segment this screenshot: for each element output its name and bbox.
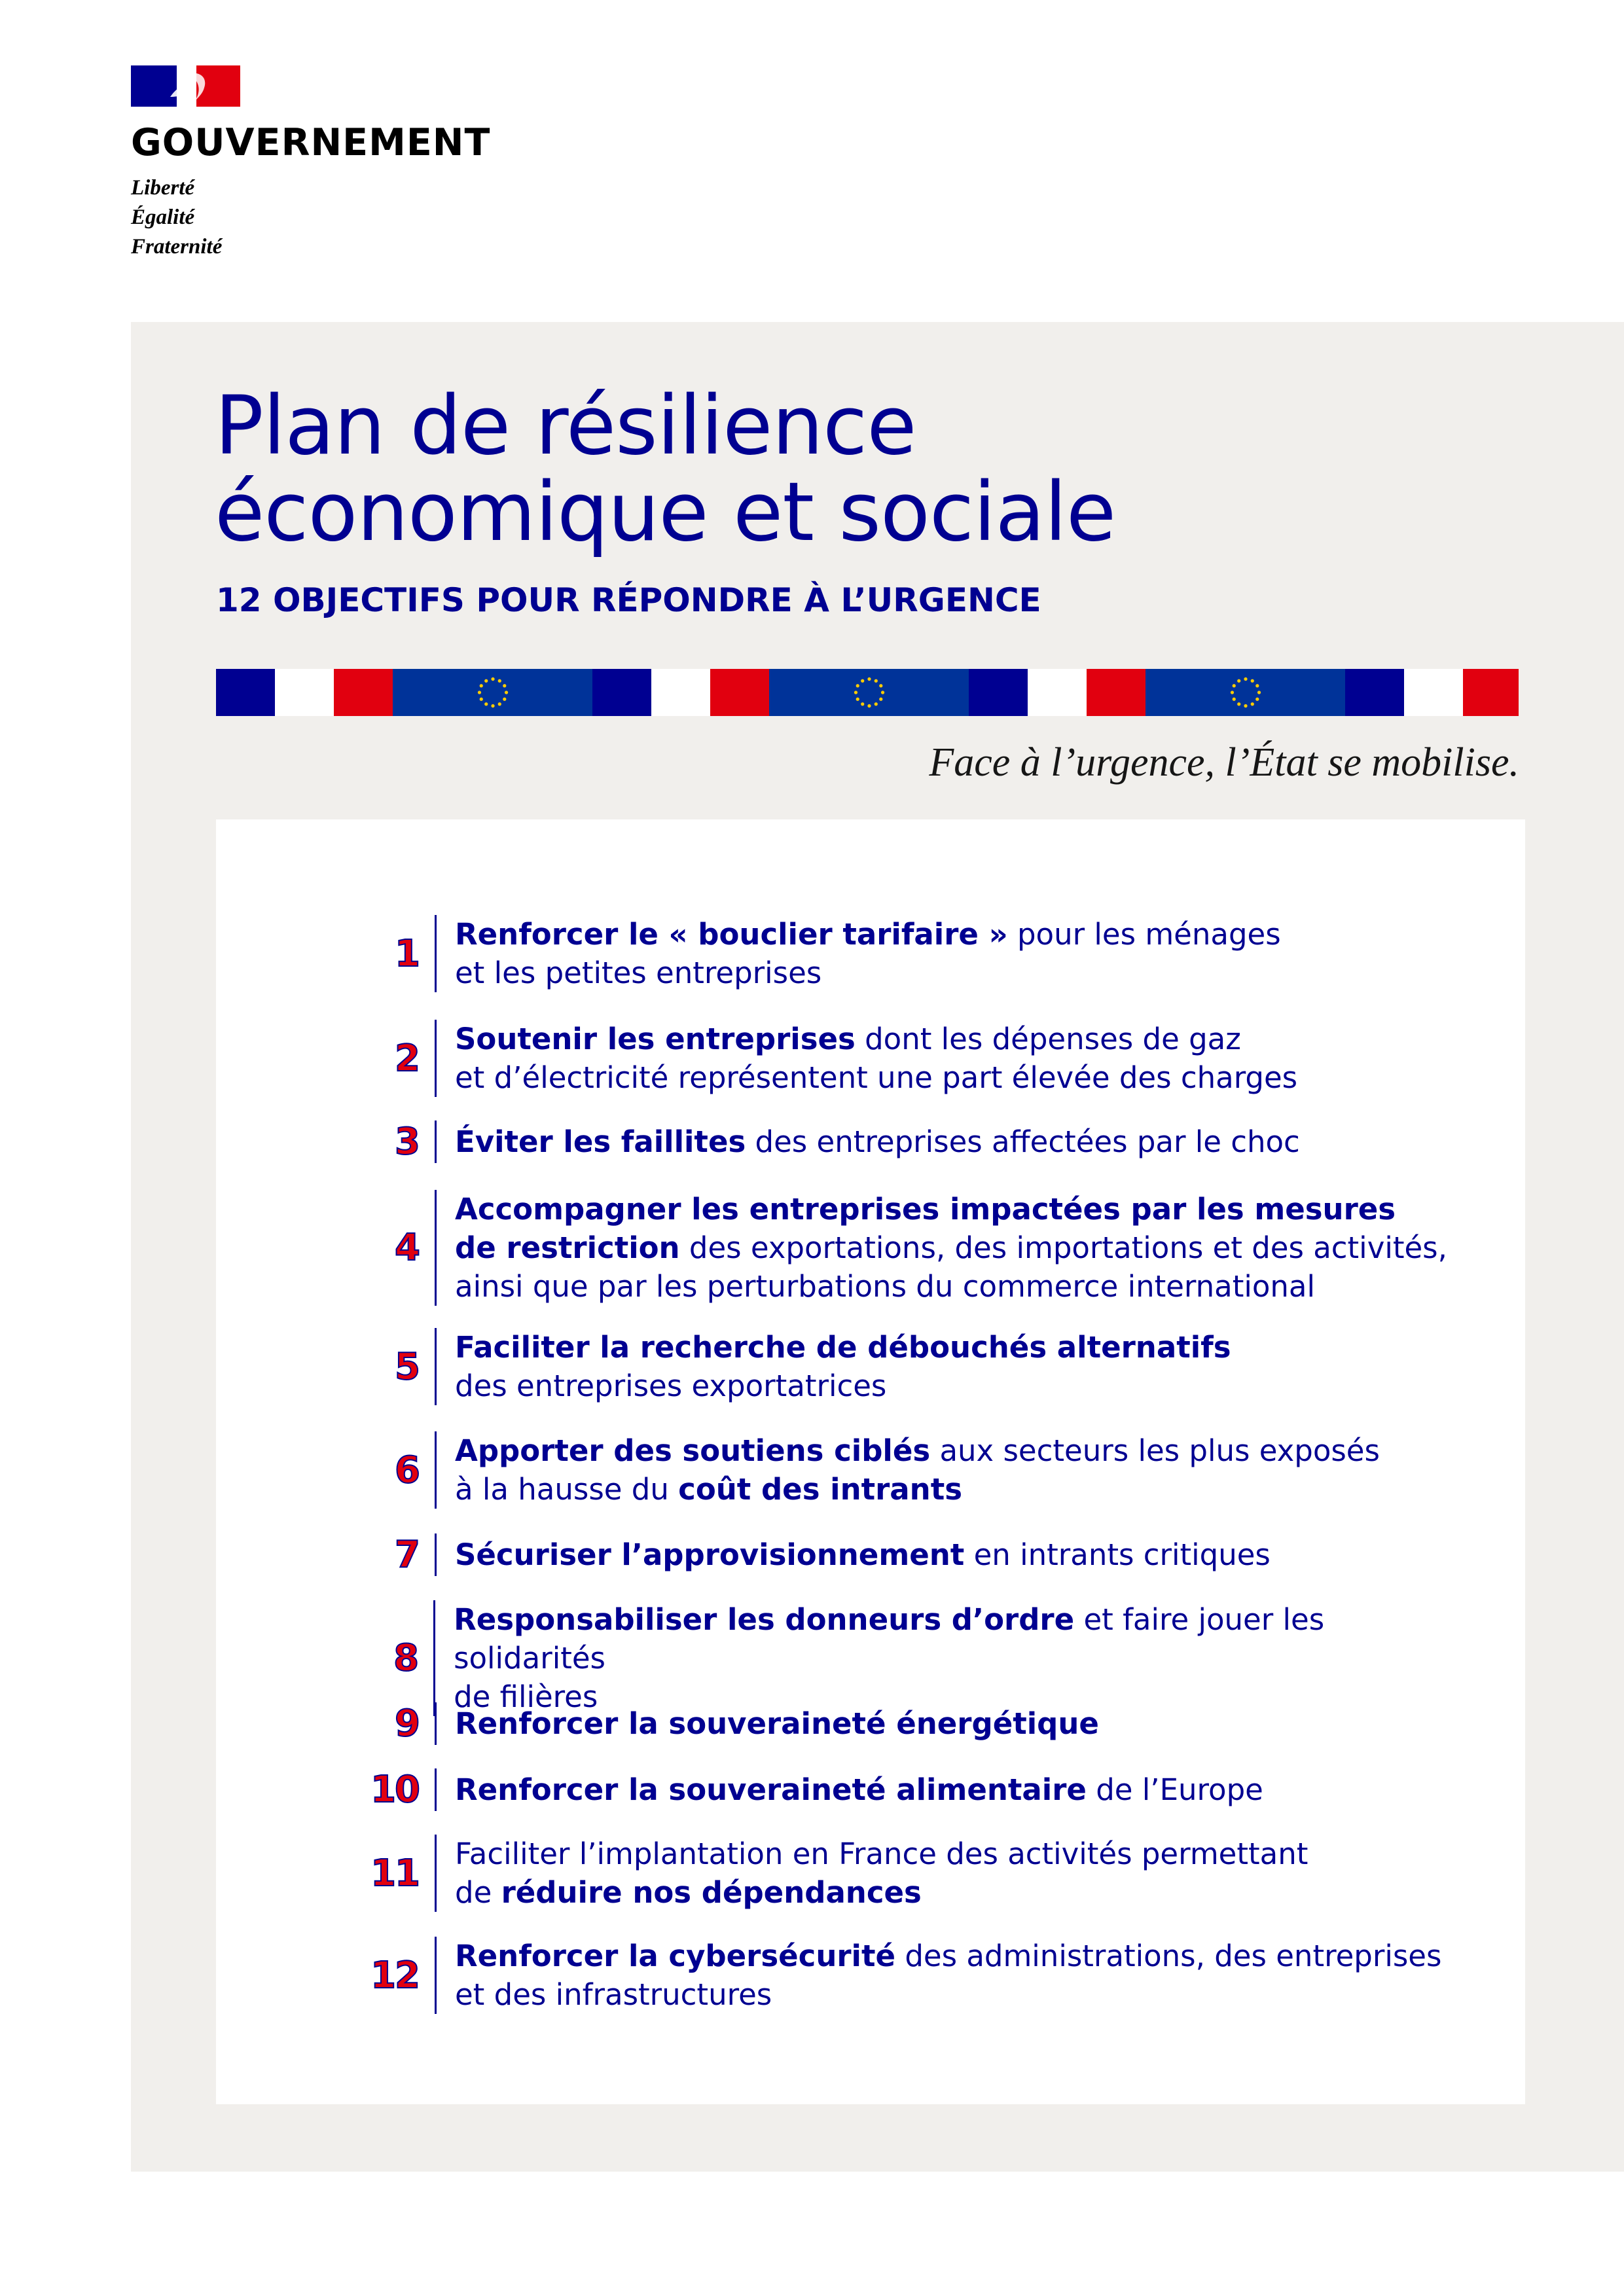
flag-stripe-navy: [969, 669, 1028, 716]
objective-bold-text: de restriction: [455, 1230, 680, 1265]
objective-plain-text: Faciliter l’implantation en France des activités permettant: [455, 1837, 1308, 1871]
objective-number: 8: [393, 1637, 418, 1679]
objective-line: [455, 1367, 1231, 1405]
objective-bold-text: Soutenir les entreprises: [455, 1022, 856, 1056]
objective-number: 1: [395, 932, 419, 975]
objective-plain-text: et des infrastructures: [455, 1977, 772, 2012]
objective-line: [455, 915, 1281, 954]
objective-plain-text: des entreprises exportatrices: [455, 1369, 887, 1403]
marianne-flag-icon: [131, 65, 240, 107]
objective-plain-text: des exportations, des importations et des activités,: [679, 1230, 1447, 1265]
motto-fraternite: Fraternité: [131, 235, 223, 259]
objective-text: [455, 915, 1281, 992]
objective-divider: [435, 1937, 437, 2014]
objective-number: 6: [395, 1448, 419, 1492]
objective-number: 11: [370, 1852, 419, 1895]
objective-bold-text: Responsabiliser les donneurs d’ordre: [454, 1602, 1075, 1637]
objective-number: 2: [395, 1037, 419, 1080]
objective-text: [455, 1704, 1099, 1743]
objective-plain-text: pour les ménages: [1007, 917, 1281, 952]
tagline: Face à l’urgence, l’État se mobilise.: [929, 740, 1519, 785]
objective-item: [353, 1702, 1466, 1745]
objective-line: [455, 1020, 1297, 1058]
page-subtitle: 12 OBJECTIFS POUR RÉPONDRE À L’URGENCE: [216, 581, 1041, 619]
government-wordmark: GOUVERNEMENT: [131, 121, 491, 164]
objective-divider: [435, 1702, 437, 1745]
objective-line: [455, 1058, 1297, 1097]
objective-item: [353, 1768, 1466, 1811]
flag-stripe-navy: [1345, 669, 1404, 716]
objective-line: [455, 1431, 1380, 1470]
objective-line: [455, 1470, 1380, 1509]
objective-number: 4: [395, 1227, 419, 1269]
title-line-1: Plan de résilience: [215, 379, 916, 473]
objective-bold-text: Renforcer la souveraineté alimentaire: [455, 1772, 1087, 1807]
objective-divider: [435, 1020, 437, 1097]
page-title: [215, 379, 1116, 560]
government-logo: [131, 65, 490, 262]
objective-number: 12: [370, 1954, 419, 1997]
eu-flag-icon: [769, 669, 969, 716]
objective-item: [353, 915, 1466, 992]
objective-item: [353, 1020, 1466, 1097]
motto-liberte: Liberté: [131, 176, 195, 200]
objective-line: [455, 1267, 1447, 1306]
flag-stripe-red: [1463, 669, 1519, 716]
objective-line: [455, 1770, 1263, 1809]
objective-plain-text: aux secteurs les plus exposés: [930, 1433, 1380, 1468]
objective-text: [455, 1020, 1297, 1097]
flag-stripe-navy: [592, 669, 651, 716]
objective-line: [455, 1535, 1271, 1574]
objective-line: [455, 1229, 1447, 1267]
objective-line: [455, 1873, 1308, 1912]
objective-text: [455, 1535, 1271, 1574]
objective-divider: [435, 1534, 437, 1576]
objective-plain-text: en intrants critiques: [964, 1537, 1271, 1572]
objective-item: [353, 1534, 1466, 1576]
objective-divider: [435, 915, 437, 992]
objective-plain-text: et faire jouer les solidarités: [454, 1602, 1325, 1676]
flag-stripe-white: [1028, 669, 1087, 716]
flag-stripe-red: [1087, 669, 1146, 716]
objective-bold-text: Renforcer la souveraineté énergétique: [455, 1706, 1099, 1741]
objective-text: [455, 1328, 1231, 1405]
eu-flag-icon: [393, 669, 592, 716]
flag-stripe-white: [1404, 669, 1463, 716]
objective-item: [353, 1600, 1466, 1716]
eu-flag-icon: [1146, 669, 1345, 716]
objective-divider: [435, 1431, 437, 1509]
objective-divider: [435, 1121, 437, 1163]
flag-strip: [216, 669, 1525, 716]
objective-bold-text: Renforcer le « bouclier tarifaire »: [455, 917, 1008, 952]
objective-item: [353, 1190, 1466, 1306]
motto-egalite: Égalité: [131, 206, 195, 229]
objective-text: [455, 1835, 1308, 1912]
objective-plain-text: dont les dépenses de gaz: [855, 1022, 1241, 1056]
objective-number: 7: [395, 1534, 419, 1576]
motto: [131, 173, 490, 262]
flag-stripe-white: [275, 669, 334, 716]
objective-line: [455, 1328, 1231, 1367]
objective-plain-text: de filières: [454, 1679, 598, 1714]
objective-line: [455, 1190, 1447, 1229]
objective-plain-text: des entreprises affectées par le choc: [746, 1124, 1300, 1159]
flag-stripe-navy: [216, 669, 275, 716]
objective-plain-text: ainsi que par les perturbations du commerce international: [455, 1269, 1316, 1304]
objective-bold-text: Sécuriser l’approvisionnement: [455, 1537, 965, 1572]
objective-line: [455, 1704, 1099, 1743]
title-line-2: économique et sociale: [215, 465, 1116, 560]
objective-bold-text: Apporter des soutiens ciblés: [455, 1433, 931, 1468]
objective-item: [353, 1937, 1466, 2014]
objective-line: [455, 1975, 1441, 2014]
objective-text: [455, 1190, 1447, 1306]
flag-stripe-white: [651, 669, 710, 716]
objective-text: [455, 1431, 1380, 1509]
flag-stripe-red: [334, 669, 393, 716]
objective-line: [455, 954, 1281, 992]
objective-line: [455, 1835, 1308, 1873]
objective-divider: [435, 1835, 437, 1912]
objective-bold-text: Éviter les faillites: [455, 1124, 746, 1159]
objective-bold-text: Faciliter la recherche de débouchés alternatifs: [455, 1330, 1231, 1365]
objective-divider: [435, 1328, 437, 1405]
flag-stripe-red: [710, 669, 769, 716]
objective-bold-text: coût des intrants: [678, 1472, 963, 1507]
objective-divider: [433, 1600, 435, 1716]
objective-item: [353, 1835, 1466, 1912]
objective-number: 5: [395, 1345, 419, 1388]
objective-divider: [435, 1190, 437, 1306]
objective-text: [454, 1600, 1466, 1716]
objective-plain-text: de: [455, 1875, 501, 1910]
objective-number: 10: [370, 1768, 419, 1811]
objective-line: [455, 1937, 1441, 1975]
objective-plain-text: et d’électricité représentent une part élevée des charges: [455, 1060, 1298, 1095]
objective-text: [455, 1122, 1300, 1161]
objective-item: [353, 1121, 1466, 1163]
objective-bold-text: réduire nos dépendances: [501, 1875, 922, 1910]
objective-plain-text: et les petites entreprises: [455, 956, 822, 990]
objective-text: [455, 1770, 1263, 1809]
objective-number: 9: [395, 1702, 419, 1745]
objective-plain-text: à la hausse du: [455, 1472, 679, 1507]
objective-item: [353, 1328, 1466, 1405]
objective-bold-text: Accompagner les entreprises impactées par les mesures: [455, 1192, 1396, 1227]
objective-bold-text: Renforcer la cybersécurité: [455, 1939, 896, 1973]
objective-divider: [435, 1768, 437, 1811]
objective-text: [455, 1937, 1441, 2014]
objective-item: [353, 1431, 1466, 1509]
objective-line: [455, 1122, 1300, 1161]
objective-plain-text: de l’Europe: [1086, 1772, 1263, 1807]
objective-number: 3: [395, 1121, 419, 1163]
objective-line: [454, 1600, 1466, 1677]
objective-plain-text: des administrations, des entreprises: [895, 1939, 1442, 1973]
